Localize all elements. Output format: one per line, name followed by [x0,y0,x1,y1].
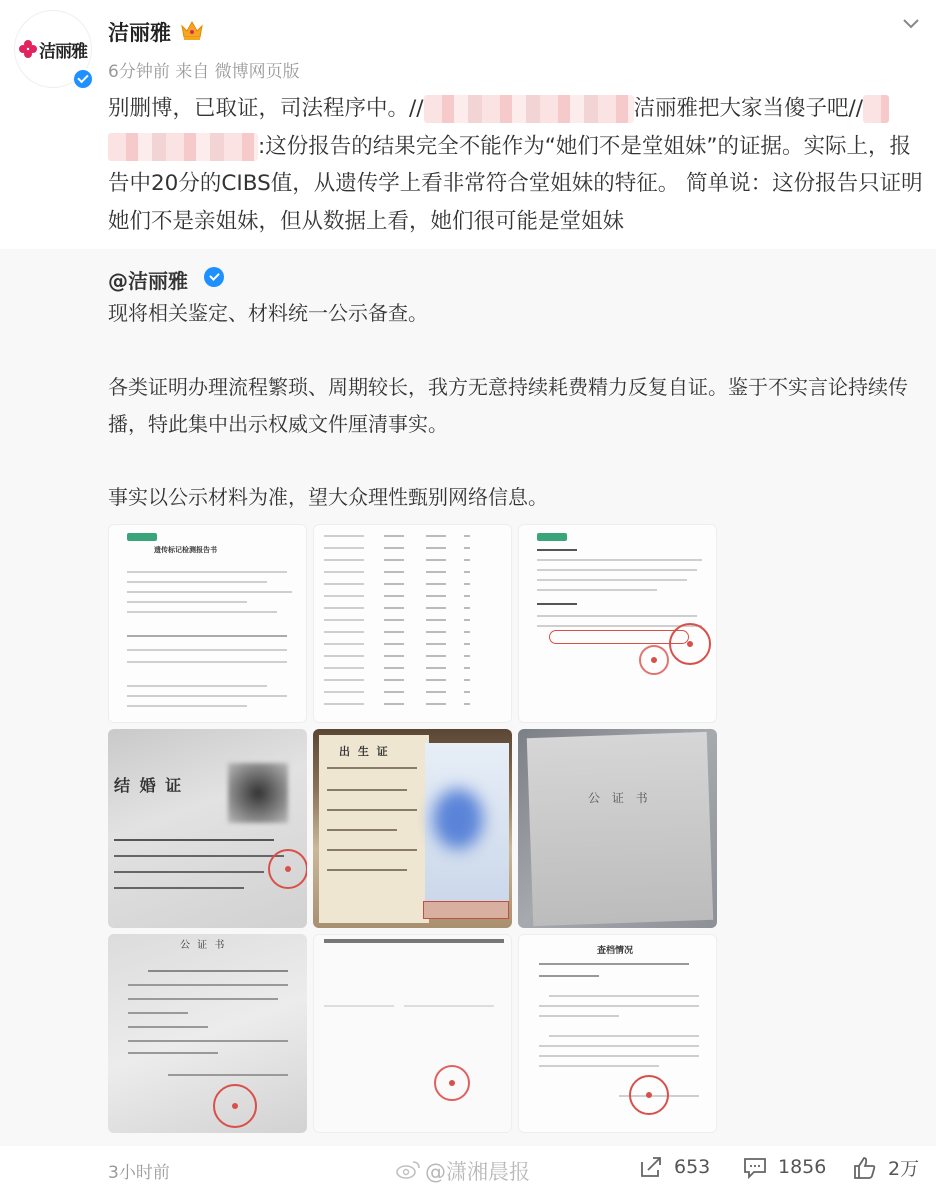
share-icon [638,1154,664,1180]
image-report-page2[interactable] [518,524,717,723]
repost-button[interactable] [638,1154,710,1180]
like-button[interactable] [852,1154,919,1181]
post-text-part2: 洁丽雅把大家当傻子吧// [633,96,863,121]
post-meta: 6分钟前 来自 微博网页版 [108,62,300,82]
thumbs-up-icon [852,1155,878,1181]
avatar-label: 洁丽雅 [39,41,87,62]
image-data-table[interactable] [313,524,512,723]
watermark: @潇湘晨报 [425,1160,530,1184]
repost-username[interactable]: @洁丽雅 [108,269,188,293]
redacted-username [108,133,258,161]
image-caption: 遗传标记检测报告书 [154,545,217,554]
post-username[interactable]: 洁丽雅 [108,21,171,45]
post-text-part1: 别删博，已取证，司法程序中。// [108,96,424,121]
post-time: 3小时前 [108,1163,170,1183]
redacted-username [424,95,634,123]
redacted-username [863,95,889,123]
repost-paragraph: 现将相关鉴定、材料统一公示备查。 [108,301,428,325]
image-birth-certificate[interactable] [313,729,512,928]
crown-icon [180,19,204,41]
comment-count: 1856 [778,1156,827,1178]
weibo-logo-icon [395,1158,421,1180]
image-notary-certificate[interactable] [108,934,307,1133]
comment-icon [742,1154,768,1180]
comment-button[interactable] [742,1154,826,1180]
post-text [108,90,923,240]
verified-badge-icon [204,267,224,287]
image-archive-inquiry[interactable] [518,934,717,1133]
image-caption: 结 婚 证 [114,776,184,795]
image-caption: 公 证 书 [588,791,652,805]
chevron-down-icon[interactable] [899,12,923,36]
repost-paragraph: 各类证明办理流程繁琐、周期较长，我方无意持续耗费精力反复自证。鉴于不实言论持续传播，特此集中出示权威文件厘清事实。 [108,375,908,436]
post-footer [0,1146,936,1194]
image-marriage-certificate[interactable] [108,729,307,928]
image-caption: 公 证 书 [180,940,227,951]
like-count: 2万 [888,1158,920,1180]
post-text-part3: :这份报告的结果完全不能作为“她们不是堂姐妹”的证据。实际上，报告中20分的CIBS值，从遗传学上看非常符合堂姐妹的特征。 简单说：这份报告只证明她们不是亲姐妹，但从数据上看，她们很可能是堂姐妹 [108,133,923,234]
image-caption: 出 生 证 [339,745,390,758]
image-notary-cover[interactable] [518,729,717,928]
image-report[interactable] [108,524,307,723]
verified-badge-icon [72,68,94,90]
repost-paragraph: 事实以公示材料为准，望大众理性甄别网络信息。 [108,485,548,509]
repost-count: 653 [674,1156,711,1178]
flower-icon [19,40,37,58]
brand-logo [19,37,87,62]
image-document[interactable] [313,934,512,1133]
repost-block[interactable] [0,249,936,1146]
image-caption: 查档情况 [597,946,634,956]
